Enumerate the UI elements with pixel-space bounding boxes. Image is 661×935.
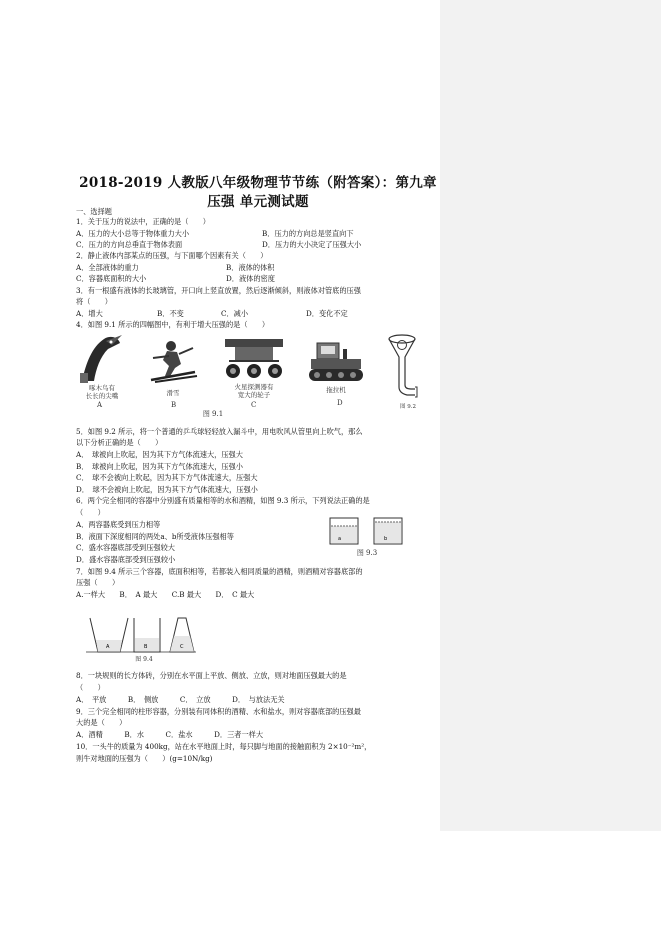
q2-option-c: C．容器底面积的大小 — [76, 274, 147, 283]
fig91a-caption-line2: 长长的尖嘴 — [85, 392, 119, 400]
fig91d-caption: 拖拉机 — [326, 386, 346, 394]
q2-option-b: B．液体的体积 — [226, 263, 275, 272]
figure-three-containers — [86, 614, 196, 654]
q1-stem: 1．关于压力的说法中，正确的是（ ） — [76, 217, 210, 226]
fig91a-caption-line1: 啄木鸟有 — [89, 384, 115, 392]
svg-text:B: B — [144, 644, 148, 650]
doc-title-line2: 压强 单元测试题 — [207, 194, 309, 210]
q7-stem-line1: 7．如图 9.4 所示三个容器，底面积相等，若都装入相同质量的酒精，则酒精对容器底部的 — [76, 567, 363, 576]
comment-sidebar — [440, 0, 661, 831]
q5-option-d: D． 球不会被向上吹起，因为其下方气体流速大，压强小 — [76, 485, 258, 494]
q5-stem-line2: 以下分析正确的是（ ） — [76, 438, 163, 447]
q3-stem-line2: 将（ ） — [76, 297, 112, 306]
q9-stem-line1: 9．三个完全相同的柱形容器，分别装有同体积的酒精、水和盐水，则对容器底部的压强最 — [76, 707, 361, 716]
q1-option-a: A．压力的大小总等于物体重力大小 — [76, 229, 190, 238]
q6-option-a: A．两容器底受到压力相等 — [76, 520, 161, 529]
fig91c-letter: C — [251, 401, 257, 409]
svg-text:a: a — [338, 536, 342, 542]
q3-stem-line1: 3．有一根盛有液体的长玻璃管，开口向上竖直放置，然后逐渐倾斜，则液体对管底的压强 — [76, 286, 361, 295]
q2-option-a: A．全部液体的重力 — [76, 263, 139, 272]
q6-option-b: B．液面下深度相同的两处a、b所受液体压强相等 — [76, 532, 234, 541]
fig91c-caption-line1: 火星探测器有 — [234, 383, 274, 391]
figure-funnel-ball — [385, 331, 419, 403]
fig91d-letter: D — [337, 399, 343, 407]
q3-option-b: B．不变 — [157, 309, 184, 318]
figure-tractor — [307, 341, 365, 383]
q5-option-a: A． 球被向上吹起，因为其下方气体流速大，压强大 — [76, 450, 243, 459]
q5-option-b: B． 球被向上吹起，因为其下方气体流速大，压强小 — [76, 462, 243, 471]
figure-9-3-label: 图 9.3 — [356, 549, 378, 557]
q5-option-c: C． 球不会被向上吹起，因为其下方气体流速大，压强大 — [76, 473, 258, 482]
figure-9-4-label: 图 9.4 — [135, 656, 153, 663]
q10-stem-line2: 则牛对地面的压强为（ ）(g=10N/kg) — [76, 754, 213, 763]
q6-stem-line2: （ ） — [76, 508, 105, 517]
q2-option-d: D．液体的密度 — [226, 274, 275, 283]
q7-options: A.一样大 B． A 最大 C.B 最大 D． C 最大 — [76, 590, 255, 599]
section-heading: 一、选择题 — [76, 207, 112, 216]
fig91b-letter: B — [171, 401, 177, 409]
q5-stem-line1: 5．如图 9.2 所示，将一个普通的乒乓球轻轻放入漏斗中，用电吹风从管里向上吹气，那么 — [76, 427, 363, 436]
q7-stem-line2: 压强（ ） — [76, 578, 120, 587]
doc-title-line1: 2018-2019 人教版八年级物理节节练（附答案）：第九章 — [79, 175, 437, 191]
q3-option-a: A．增大 — [76, 309, 103, 318]
fig91c-caption-line2: 宽大的轮子 — [237, 391, 271, 399]
q1-option-d: D．压力的大小决定了压强大小 — [262, 240, 362, 249]
q6-stem-line1: 6．两个完全相同的容器中分别盛有质量相等的水和酒精，如图 9.3 所示，下列说法正确的是 — [76, 496, 370, 505]
figure-two-containers — [328, 516, 406, 546]
figure-skier — [147, 338, 199, 384]
q1-option-c: C．压力的方向总垂直于物体表面 — [76, 240, 183, 249]
figure-woodpecker — [78, 333, 124, 383]
fig91a-letter: A — [97, 401, 103, 409]
svg-text:A: A — [106, 644, 110, 650]
svg-text:C: C — [180, 644, 184, 650]
q6-option-c: C．盛水容器底部受到压强较大 — [76, 543, 175, 552]
q8-options: A． 平放 B． 侧放 C． 立放 D． 与放法无关 — [76, 695, 285, 704]
q9-options: A．酒精 B．水 C．盐水 D．三者一样大 — [76, 730, 264, 739]
q1-option-b: B．压力的方向总是竖直向下 — [262, 229, 354, 238]
q6-option-d: D．盛水容器底部受到压强较小 — [76, 555, 176, 564]
figure-9-2-label: 图 9.2 — [400, 404, 416, 410]
fig91b-caption: 滑雪 — [166, 389, 180, 397]
figure-mars-rover — [221, 337, 287, 381]
q3-option-d: D．变化不定 — [306, 309, 348, 318]
svg-text:b: b — [384, 536, 388, 542]
q10-stem-line1: 10．一头牛的质量为 400kg，站在水平地面上时，每只脚与地面的接触面积为 2×10⁻²m²， — [76, 742, 372, 751]
q4-stem: 4．如图 9.1 所示的四幅图中，有利于增大压强的是（ ） — [76, 320, 270, 329]
q8-stem-line1: 8．一块规则的长方体砖，分别在水平面上平放、侧放、立放，则对地面压强最大的是 — [76, 671, 347, 680]
q3-option-c: C．减小 — [221, 309, 249, 318]
q8-stem-line2: （ ） — [76, 683, 105, 692]
q2-stem: 2．静止液体内部某点的压强，与下面哪个因素有关（ ） — [76, 251, 268, 260]
q9-stem-line2: 大的是（ ） — [76, 718, 127, 727]
figure-9-1-label: 图 9.1 — [202, 410, 224, 418]
